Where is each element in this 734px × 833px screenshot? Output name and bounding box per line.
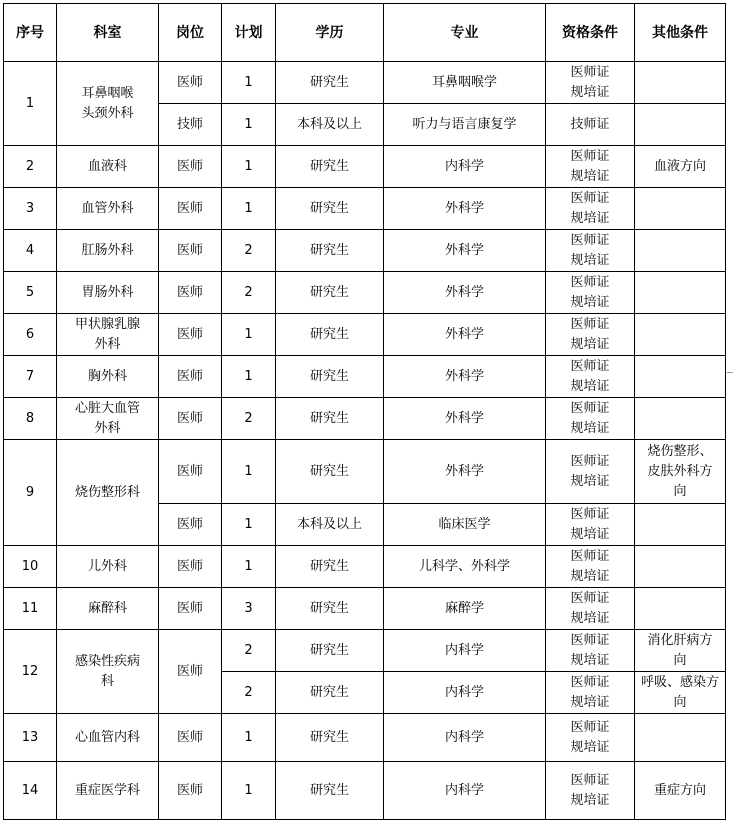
cell-plan: 1 [222,546,276,588]
cell-plan: 1 [222,504,276,546]
table-row [4,714,726,762]
page-edge-mark [727,372,733,373]
header-row [4,4,726,62]
cell-education: 研究生 [276,546,384,588]
cell-plan: 2 [222,630,276,672]
cell-qualification: 医师证 规培证 [546,630,635,672]
cell-qualification: 医师证 规培证 [546,714,635,762]
cell-dept: 心脏大血管 外科 [57,398,159,440]
table-row [4,546,726,588]
cell-dept: 耳鼻咽喉 头颈外科 [57,62,159,146]
cell-qualification: 医师证 规培证 [546,588,635,630]
header-major: 专业 [384,4,546,62]
cell-education: 研究生 [276,272,384,314]
cell-plan: 1 [222,104,276,146]
cell-position: 医师 [159,62,222,104]
cell-plan: 1 [222,714,276,762]
cell-major: 外科学 [384,230,546,272]
cell-education: 研究生 [276,356,384,398]
cell-dept: 甲状腺乳腺 外科 [57,314,159,356]
cell-index: 9 [4,440,57,546]
cell-other [635,272,726,314]
cell-education: 研究生 [276,314,384,356]
cell-position: 医师 [159,188,222,230]
cell-major: 外科学 [384,272,546,314]
cell-major: 内科学 [384,714,546,762]
header-index: 序号 [4,4,57,62]
cell-qualification: 医师证 规培证 [546,672,635,714]
cell-other [635,188,726,230]
cell-other: 重症方向 [635,762,726,820]
cell-major: 外科学 [384,440,546,504]
cell-dept: 烧伤整形科 [57,440,159,546]
table-row [4,356,726,398]
cell-plan: 3 [222,588,276,630]
cell-dept: 胸外科 [57,356,159,398]
cell-major: 外科学 [384,188,546,230]
cell-other: 消化肝病方 向 [635,630,726,672]
cell-other [635,62,726,104]
cell-position: 医师 [159,314,222,356]
cell-qualification: 医师证 规培证 [546,272,635,314]
cell-major: 耳鼻咽喉学 [384,62,546,104]
cell-qualification: 医师证 规培证 [546,546,635,588]
table-row [4,588,726,630]
cell-position: 技师 [159,104,222,146]
header-education: 学历 [276,4,384,62]
cell-plan: 2 [222,230,276,272]
cell-other [635,356,726,398]
cell-index: 10 [4,546,57,588]
header-qualification: 资格条件 [546,4,635,62]
cell-qualification: 医师证 规培证 [546,762,635,820]
cell-major: 外科学 [384,356,546,398]
cell-dept: 感染性疾病 科 [57,630,159,714]
header-plan: 计划 [222,4,276,62]
cell-plan: 1 [222,356,276,398]
cell-major: 内科学 [384,672,546,714]
cell-education: 研究生 [276,398,384,440]
cell-plan: 1 [222,146,276,188]
cell-education: 研究生 [276,672,384,714]
cell-dept: 血管外科 [57,188,159,230]
cell-dept: 肛肠外科 [57,230,159,272]
cell-dept: 重症医学科 [57,762,159,820]
header-dept: 科室 [57,4,159,62]
cell-major: 临床医学 [384,504,546,546]
cell-index: 12 [4,630,57,714]
cell-other [635,546,726,588]
cell-dept: 血液科 [57,146,159,188]
cell-plan: 1 [222,314,276,356]
cell-index: 7 [4,356,57,398]
header-position: 岗位 [159,4,222,62]
cell-other [635,504,726,546]
cell-position: 医师 [159,762,222,820]
table-row [4,630,726,672]
cell-index: 5 [4,272,57,314]
cell-qualification: 技师证 [546,104,635,146]
cell-position: 医师 [159,504,222,546]
cell-position: 医师 [159,230,222,272]
cell-plan: 1 [222,762,276,820]
cell-position: 医师 [159,440,222,504]
cell-major: 听力与语言康复学 [384,104,546,146]
cell-major: 外科学 [384,398,546,440]
table-row [4,230,726,272]
cell-education: 研究生 [276,588,384,630]
cell-index: 4 [4,230,57,272]
cell-education: 研究生 [276,630,384,672]
cell-education: 研究生 [276,230,384,272]
cell-qualification: 医师证 规培证 [546,188,635,230]
cell-plan: 2 [222,398,276,440]
cell-other [635,588,726,630]
table-row [4,272,726,314]
cell-education: 本科及以上 [276,104,384,146]
cell-index: 3 [4,188,57,230]
cell-education: 研究生 [276,62,384,104]
cell-other [635,714,726,762]
cell-index: 14 [4,762,57,820]
cell-major: 儿科学、外科学 [384,546,546,588]
cell-position: 医师 [159,272,222,314]
cell-major: 内科学 [384,630,546,672]
cell-education: 研究生 [276,146,384,188]
cell-plan: 2 [222,272,276,314]
cell-dept: 胃肠外科 [57,272,159,314]
recruitment-table [3,3,726,820]
cell-index: 11 [4,588,57,630]
cell-major: 内科学 [384,146,546,188]
cell-dept: 儿外科 [57,546,159,588]
cell-plan: 1 [222,440,276,504]
cell-education: 研究生 [276,440,384,504]
cell-dept: 麻醉科 [57,588,159,630]
cell-education: 本科及以上 [276,504,384,546]
table-row [4,62,726,104]
cell-education: 研究生 [276,762,384,820]
cell-education: 研究生 [276,714,384,762]
table-row [4,314,726,356]
cell-qualification: 医师证 规培证 [546,146,635,188]
cell-education: 研究生 [276,188,384,230]
cell-qualification: 医师证 规培证 [546,440,635,504]
cell-position: 医师 [159,146,222,188]
cell-plan: 1 [222,188,276,230]
cell-qualification: 医师证 规培证 [546,314,635,356]
table-row [4,440,726,504]
cell-position: 医师 [159,630,222,714]
cell-qualification: 医师证 规培证 [546,504,635,546]
cell-index: 6 [4,314,57,356]
table-row [4,762,726,820]
cell-qualification: 医师证 规培证 [546,230,635,272]
table-row [4,146,726,188]
cell-position: 医师 [159,398,222,440]
table-row [4,188,726,230]
cell-position: 医师 [159,356,222,398]
cell-index: 1 [4,62,57,146]
table-row [4,398,726,440]
cell-other [635,398,726,440]
cell-other [635,230,726,272]
cell-plan: 1 [222,62,276,104]
cell-other [635,104,726,146]
cell-other: 烧伤整形、 皮肤外科方 向 [635,440,726,504]
cell-major: 外科学 [384,314,546,356]
header-other: 其他条件 [635,4,726,62]
cell-other: 呼吸、感染方 向 [635,672,726,714]
cell-dept: 心血管内科 [57,714,159,762]
cell-major: 麻醉学 [384,588,546,630]
cell-qualification: 医师证 规培证 [546,356,635,398]
cell-index: 8 [4,398,57,440]
cell-position: 医师 [159,588,222,630]
cell-position: 医师 [159,546,222,588]
cell-position: 医师 [159,714,222,762]
cell-other: 血液方向 [635,146,726,188]
cell-qualification: 医师证 规培证 [546,62,635,104]
cell-index: 2 [4,146,57,188]
cell-major: 内科学 [384,762,546,820]
cell-qualification: 医师证 规培证 [546,398,635,440]
cell-index: 13 [4,714,57,762]
cell-plan: 2 [222,672,276,714]
cell-other [635,314,726,356]
